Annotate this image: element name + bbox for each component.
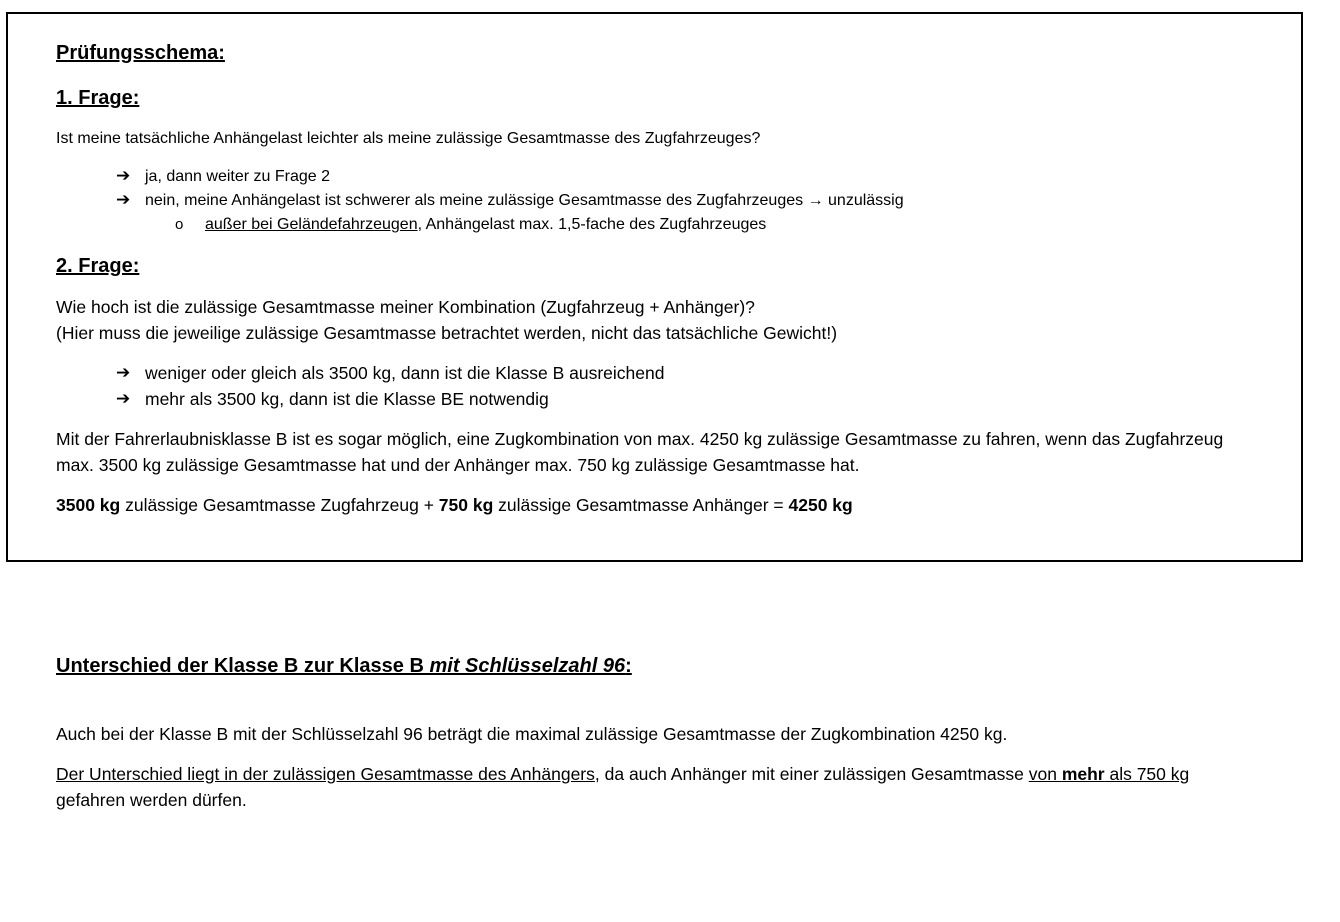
combination-paragraph-line-2: max. 3500 kg zulässige Gesamtmasse hat und der Anhänger max. 750 kg zulässige Gesamtmasse hat. xyxy=(56,455,860,475)
difference-paragraph-1: Auch bei der Klasse B mit der Schlüsselzahl 96 beträgt die maximal zulässige Gesamtmasse der Zugkombination 4250 kg. xyxy=(56,724,1008,744)
question-1-exception xyxy=(205,216,766,234)
arrow-right-icon: ➔ xyxy=(116,190,131,209)
formula-vehicle-mass: 3500 kg xyxy=(56,495,121,515)
arrow-right-icon: ➔ xyxy=(116,166,131,185)
formula-trailer-mass: 750 kg xyxy=(438,495,494,515)
question-2-line-2: (Hier muss die jeweilige zulässige Gesamtmasse betrachtet werden, nicht das tatsächliche Gewicht!) xyxy=(56,323,838,343)
difference-paragraph-2-line-2: gefahren werden dürfen. xyxy=(56,790,247,810)
difference-mid: , da auch Anhänger mit einer zulässigen Gesamtmasse xyxy=(594,764,1029,784)
formula-text-1: zulässige Gesamtmasse Zugfahrzeug + xyxy=(120,495,439,515)
difference-heading-text: Unterschied der Klasse B zur Klasse B xyxy=(56,655,430,677)
combination-paragraph-line-1: Mit der Fahrerlaubnisklasse B ist es sogar möglich, eine Zugkombination von max. 4250 kg zulässige Gesamtmasse zu fahren, wenn das Zugfahrzeug xyxy=(56,429,1224,449)
answer-no-result: unzulässig xyxy=(828,192,904,209)
question-1-heading: 1. Frage: xyxy=(56,87,140,109)
arrow-right-icon: ➔ xyxy=(116,389,131,408)
difference-mehr: mehr xyxy=(1061,764,1105,784)
difference-underlined: Der Unterschied liegt in der zulässigen Gesamtmasse des Anhängers xyxy=(56,764,595,784)
question-1-text: Ist meine tatsächliche Anhängelast leichter als meine zulässige Gesamtmasse des Zugfahrzeuges? xyxy=(56,130,761,147)
difference-heading-italic: mit Schlüsselzahl 96 xyxy=(429,655,626,677)
question-2-answer-1: weniger oder gleich als 3500 kg, dann ist die Klasse B ausreichend xyxy=(145,363,665,383)
exception-rest: , Anhängelast max. 1,5-fache des Zugfahrzeuges xyxy=(417,216,767,233)
exception-underlined: außer bei Geländefahrzeugen xyxy=(205,216,418,233)
difference-als: als 750 kg xyxy=(1104,764,1190,784)
question-2-heading: 2. Frage: xyxy=(56,255,140,277)
answer-no-text: nein, meine Anhängelast ist schwerer als meine zulässige Gesamtmasse des Zugfahrzeuges xyxy=(145,192,804,209)
question-1-answer-no xyxy=(145,192,904,210)
exam-scheme-box xyxy=(6,12,1303,562)
difference-paragraph-2-line-1 xyxy=(56,764,1189,785)
scheme-title: Prüfungsschema: xyxy=(56,42,225,64)
formula-total-mass: 4250 kg xyxy=(788,495,853,515)
thin-arrow-icon: → xyxy=(807,192,824,209)
difference-von: von xyxy=(1028,764,1062,784)
formula-text-2: zulässige Gesamtmasse Anhänger = xyxy=(493,495,789,515)
arrow-right-icon: ➔ xyxy=(116,363,131,382)
question-1-answer-yes: ja, dann weiter zu Frage 2 xyxy=(145,168,330,185)
circle-bullet-icon: o xyxy=(175,216,184,233)
difference-heading xyxy=(56,655,632,678)
difference-heading-colon: : xyxy=(625,655,632,677)
question-2-answer-2: mehr als 3500 kg, dann ist die Klasse BE notwendig xyxy=(145,389,549,409)
mass-formula xyxy=(56,495,853,516)
question-2-line-1: Wie hoch ist die zulässige Gesamtmasse meiner Kombination (Zugfahrzeug + Anhänger)? xyxy=(56,297,755,317)
